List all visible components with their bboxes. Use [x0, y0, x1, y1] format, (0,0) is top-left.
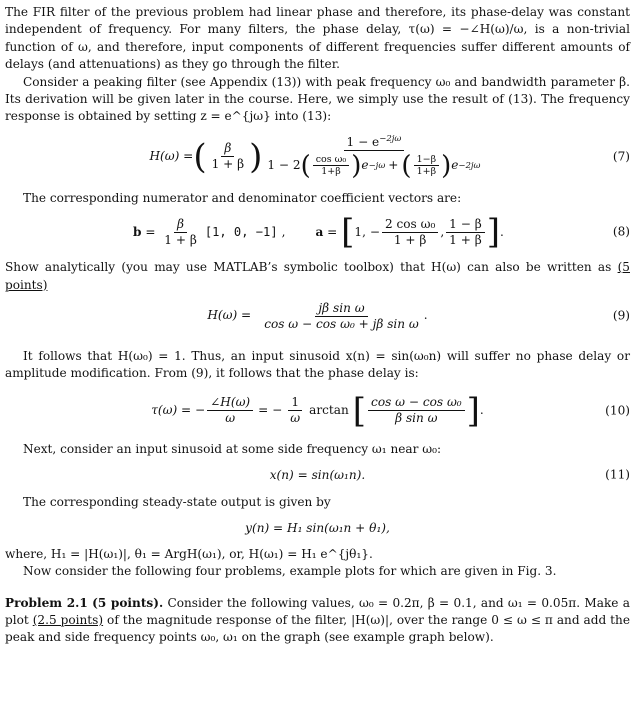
paragraph-steady-state: The corresponding steady-state output is given by — [23, 495, 331, 510]
eq10-number: (10) — [605, 403, 630, 418]
eq7-lhs: H(ω) = — [149, 149, 194, 164]
eq9-number: (9) — [612, 308, 630, 323]
paragraph-four-problems: Now consider the following four problems, example plots for which are given in Fig. 3. — [23, 564, 557, 579]
paragraph-phase-delay: It follows that H(ω₀) = 1. Thus, an input sinusoid x(n) = sin(ω₀n) will suffer no phase delay or amplitude modification. From (9), it follows that the phase delay is: — [5, 349, 630, 381]
document-page — [5, 4, 630, 647]
eq7-beta-fraction: $\frac{\beta}{1 + \beta}$ — [211, 141, 245, 172]
paragraph-coefficients: The corresponding numerator and denominator coefficient vectors are: — [23, 190, 462, 205]
equation-12: y(n) = H₁ sin(ω₁n + θ₁), — [245, 520, 390, 535]
eq8-number: (8) — [612, 224, 630, 239]
equation-7 — [5, 128, 630, 186]
eq7-open-paren: ( — [193, 136, 207, 177]
paragraph-intro: The FIR filter of the previous problem had linear phase and therefore, its phase-delay was constant independent of frequency. For many filters, the phase delay, τ(ω) = −∠H(ω)/ω, is a non-trivial function of ω, and therefore, input components of different frequencies suffer different amounts of delays (and attenuations) as they go through the filter. — [5, 5, 630, 72]
paragraph-peaking-filter: Consider a peaking filter (see Appendix (13)) with peak frequency ω₀ and bandwidth parameter β. Its derivation will be given later in the course. Here, we simply use the result of (13). The frequency response is obtained by setting z = e^{jω} into (13): — [5, 74, 630, 124]
eq7-number: (7) — [612, 149, 630, 164]
eq7-close-paren: ) — [249, 136, 263, 177]
equation-11: x(n) = sin(ω₁n). (11) — [5, 458, 630, 492]
equation-9: H(ω) = $\frac{\text{jβ sin ω}}{\text{cos ω − cos ω₀ + jβ sin ω}}$ . (9) — [207, 300, 630, 331]
problem-title: Problem 2.1 — [5, 595, 88, 610]
equation-8: b = $\frac{\beta}{1 + \beta}$ [1, 0, −1] , a = [ 1, − $\frac{\text{2 cos ω₀}}{1 + \beta}$ , $\frac{1 - \beta}{1 + \beta}$ ] . (8) — [133, 212, 630, 253]
paragraph-side-frequency: Next, consider an input sinusoid at some side frequency ω₁ near ω₀: — [23, 441, 442, 456]
problem-2-1: Problem 2.1 (5 points). Consider the following values, ω₀ = 0.2π, β = 0.1, and ω₁ = 0.05π. Make a plot (2.5 points) of the magnitude response of the filter, |H(ω)|, over the range 0 ≤ ω ≤ π and add the peak and side frequency points ω₀, ω₁ on the graph (see example graph below). — [5, 595, 630, 645]
eq7-main-fraction: $1 - e^{-2j\omega}$ 1 − 2 ( $\frac{\text{cos ω₀}}{1+\beta}$ ) e −jω + ( $\frac{1-\beta}{1+\beta}$ ) e −2jω — [267, 133, 481, 181]
eq11-number: (11) — [605, 467, 630, 482]
paragraph-show-analytically: Show analytically (you may use MATLAB’s symbolic toolbox) that H(ω) can also be written as (5 points) — [5, 260, 630, 292]
paragraph-where: where, H₁ = |H(ω₁)|, θ₁ = ArgH(ω₁), or, H(ω₁) = H₁ e^{jθ₁}. — [5, 546, 373, 561]
equation-10: τ(ω) = − $\frac{\angle H(\omega)}{\omega}$ = − $\frac{1}{\omega}$ arctan [ $\frac{\text{cos ω − cos ω₀}}{\text{β sin ω}}$ ] . (10) — [151, 390, 630, 431]
